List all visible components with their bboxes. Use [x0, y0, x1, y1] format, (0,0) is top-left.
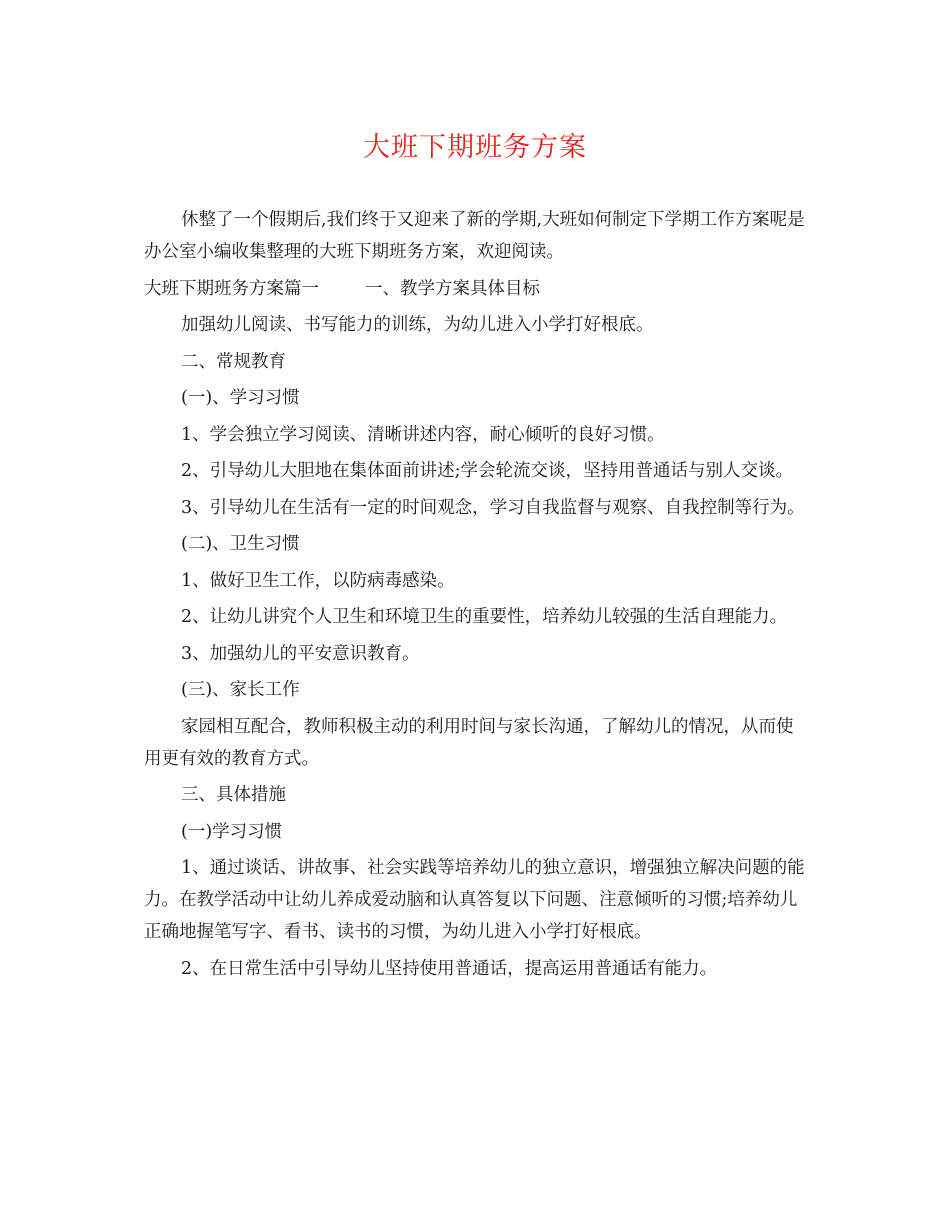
- paragraph: 家园相互配合，教师积极主动的利用时间与家长沟通，了解幼儿的情况，从而使用更有效的教育方式。: [144, 716, 794, 769]
- section-heading-line: [144, 273, 808, 305]
- paragraph: 二、常规教育: [181, 351, 286, 372]
- paragraph: 加强幼儿阅读、书写能力的训练，为幼儿进入小学打好根底。: [181, 315, 654, 335]
- paragraph: 1、学会独立学习阅读、清晰讲述内容，耐心倾听的良好习惯。: [181, 424, 665, 445]
- paragraph: 2、在日常生活中引导幼儿坚持使用普通话，提高运用普通话有能力。: [181, 958, 718, 979]
- document-body: [144, 204, 808, 989]
- paragraph: (一)学习习惯: [181, 821, 283, 842]
- paragraph: 2、引导幼儿大胆地在集体面前讲述;学会轮流交谈，坚持用普通话与别人交谈。: [181, 461, 794, 481]
- paragraph: (二)、卫生习惯: [181, 534, 300, 554]
- paragraph: (一)、学习习惯: [181, 388, 300, 408]
- paragraph: 1、通过谈话、讲故事、社会实践等培养幼儿的独立意识，增强独立解决问题的能力。在教学活动中让幼儿养成爱动脑和认真答复以下问题、注意倾听的习惯;培养幼儿正确地握笔写字、看书、读书的习惯，为幼儿进入小学打好根底。: [144, 858, 805, 942]
- heading-teaching-goals: 一、教学方案具体目标: [365, 278, 540, 299]
- section-label: 大班下期班务方案篇一: [144, 278, 319, 299]
- paragraph: 三、具体措施: [181, 785, 286, 805]
- intro-paragraph: 休整了一个假期后,我们终于又迎来了新的学期,大班如何制定下学期工作方案呢是办公室小编收集整理的大班下期班务方案，欢迎阅读。: [144, 210, 805, 262]
- paragraph: 1、做好卫生工作，以防病毒感染。: [181, 570, 455, 591]
- paragraph: (三)、家长工作: [181, 680, 300, 700]
- paragraph: 2、让幼儿讲究个人卫生和环境卫生的重要性，培养幼儿较强的生活自理能力。: [181, 607, 788, 627]
- paragraph: 3、引导幼儿在生活有一定的时间观念，学习自我监督与观察、自我控制等行为。: [181, 497, 805, 518]
- paragraph: 3、加强幼儿的平安意识教育。: [181, 643, 420, 664]
- document-title: 大班下期班务方案: [363, 132, 587, 163]
